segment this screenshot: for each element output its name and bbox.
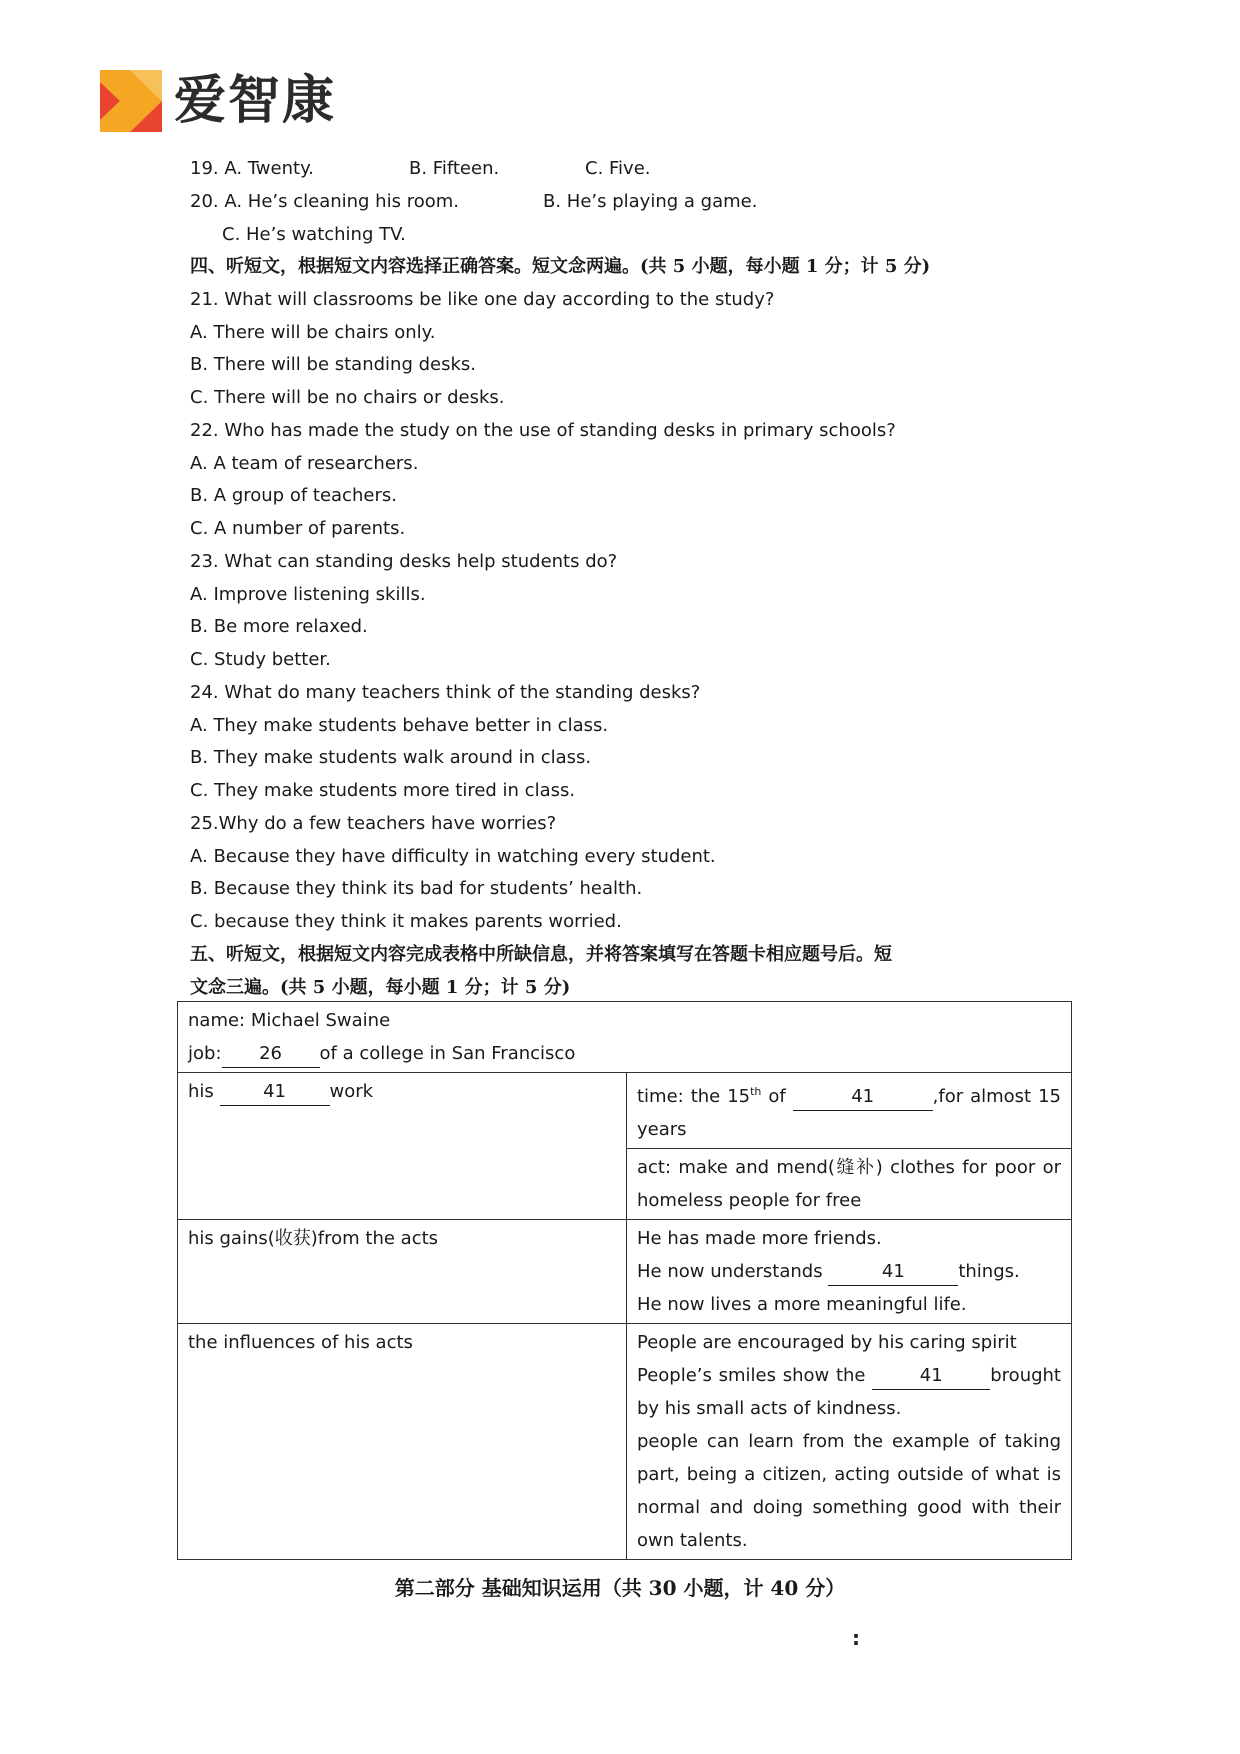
gains-cell: his gains(收获)from the acts <box>178 1220 627 1324</box>
table-row <box>178 1220 1072 1324</box>
part-2-heading: 第二部分 基础知识运用（共 30 小题，计 40 分） <box>394 1576 846 1600</box>
answer-blank-time: 41 <box>793 1084 933 1111</box>
q22-question: 22. Who has made the study on the use of standing desks in primary schools? <box>190 420 896 441</box>
q21-question: 21. What will classrooms be like one day according to the study? <box>190 289 775 310</box>
q20-option-b: B. He’s playing a game. <box>543 191 758 212</box>
influence-1: People are encouraged by his caring spirit <box>637 1332 1017 1353</box>
q25-option-c: C. because they think it makes parents worried. <box>190 911 622 932</box>
q19-option-a: 19. A. Twenty. <box>190 158 314 179</box>
q22-option-c: C. A number of parents. <box>190 518 406 539</box>
job-line <box>188 1037 1061 1070</box>
time-prefix: time: the 15 <box>637 1086 751 1107</box>
table-row <box>178 1324 1072 1560</box>
section-5-heading-line2: 文念三遍。(共 5 小题，每小题 1 分；计 5 分) <box>190 977 571 998</box>
q23-option-a: A. Improve listening skills. <box>190 584 426 605</box>
q24-option-a: A. They make students behave better in class. <box>190 715 609 736</box>
table-row <box>178 1073 1072 1149</box>
answer-blank-influence: 41 <box>872 1363 990 1390</box>
logo-mark-icon <box>100 70 162 132</box>
work-cell <box>178 1073 627 1220</box>
q19-option-c: C. Five. <box>585 158 651 179</box>
q21-option-b: B. There will be standing desks. <box>190 354 476 375</box>
q20-option-c: C. He’s watching TV. <box>222 224 406 245</box>
answer-blank-26: 26 <box>222 1041 320 1068</box>
info-table <box>177 1001 1072 1560</box>
question-20 <box>190 190 1090 214</box>
time-suffix: ,for almost 15 years <box>637 1086 1061 1140</box>
q23-option-c: C. Study better. <box>190 649 331 670</box>
influence-3: people can learn from the example of taking part, being a citizen, acting outside of what is normal and doing something good with their own talents. <box>637 1431 1061 1551</box>
gain-2-suffix: things. <box>958 1261 1020 1282</box>
gain-1: He has made more friends. <box>637 1228 882 1249</box>
influences-detail-cell <box>627 1324 1072 1560</box>
name-job-cell <box>178 1002 1072 1073</box>
q25-question: 25.Why do a few teachers have worries? <box>190 813 557 834</box>
gains-detail-cell <box>627 1220 1072 1324</box>
time-of: of <box>761 1086 786 1107</box>
job-label: job: <box>188 1043 222 1064</box>
section-4-heading: 四、听短文，根据短文内容选择正确答案。短文念两遍。(共 5 小题，每小题 1 分；计 5 分) <box>190 256 931 277</box>
name-line: name: Michael Swaine <box>188 1010 391 1031</box>
q20-option-a: 20. A. He’s cleaning his room. <box>190 191 459 212</box>
time-cell <box>627 1073 1072 1149</box>
q19-option-b: B. Fifteen. <box>409 158 500 179</box>
logo-text: 爱智康 <box>174 71 337 131</box>
influence-2-prefix: People’s smiles show the <box>637 1365 866 1386</box>
answer-blank-gain: 41 <box>828 1259 958 1286</box>
question-19 <box>190 157 1090 181</box>
time-sup: th <box>750 1085 762 1098</box>
q24-question: 24. What do many teachers think of the standing desks? <box>190 682 701 703</box>
q21-option-a: A. There will be chairs only. <box>190 322 436 343</box>
q23-question: 23. What can standing desks help students do? <box>190 551 618 572</box>
q23-option-b: B. Be more relaxed. <box>190 616 368 637</box>
influences-cell: the influences of his acts <box>178 1324 627 1560</box>
gain-3: He now lives a more meaningful life. <box>637 1294 967 1315</box>
work-suffix: work <box>329 1081 374 1102</box>
answer-blank-work: 41 <box>220 1079 330 1106</box>
gain-2-prefix: He now understands <box>637 1261 823 1282</box>
gain-2 <box>637 1255 1061 1288</box>
influence-2 <box>637 1359 1061 1425</box>
q21-option-c: C. There will be no chairs or desks. <box>190 387 505 408</box>
logo <box>100 70 336 132</box>
q25-option-a: A. Because they have difficulty in watching every student. <box>190 846 716 867</box>
footer-colon: : <box>852 1626 860 1650</box>
table-row-header <box>178 1002 1072 1073</box>
q22-option-a: A. A team of researchers. <box>190 453 419 474</box>
work-prefix: his <box>188 1081 214 1102</box>
q24-option-c: C. They make students more tired in class. <box>190 780 576 801</box>
influence-2-suffix: brought by his small acts of kindness. <box>637 1365 1061 1419</box>
section-5-heading-line1: 五、听短文，根据短文内容完成表格中所缺信息，并将答案填写在答题卡相应题号后。短 <box>190 944 892 965</box>
job-suffix: of a college in San Francisco <box>319 1043 576 1064</box>
q25-option-b: B. Because they think its bad for students’ health. <box>190 878 643 899</box>
act-cell: act: make and mend(缝补) clothes for poor or homeless people for free <box>627 1149 1072 1220</box>
q22-option-b: B. A group of teachers. <box>190 485 397 506</box>
q24-option-b: B. They make students walk around in class. <box>190 747 592 768</box>
